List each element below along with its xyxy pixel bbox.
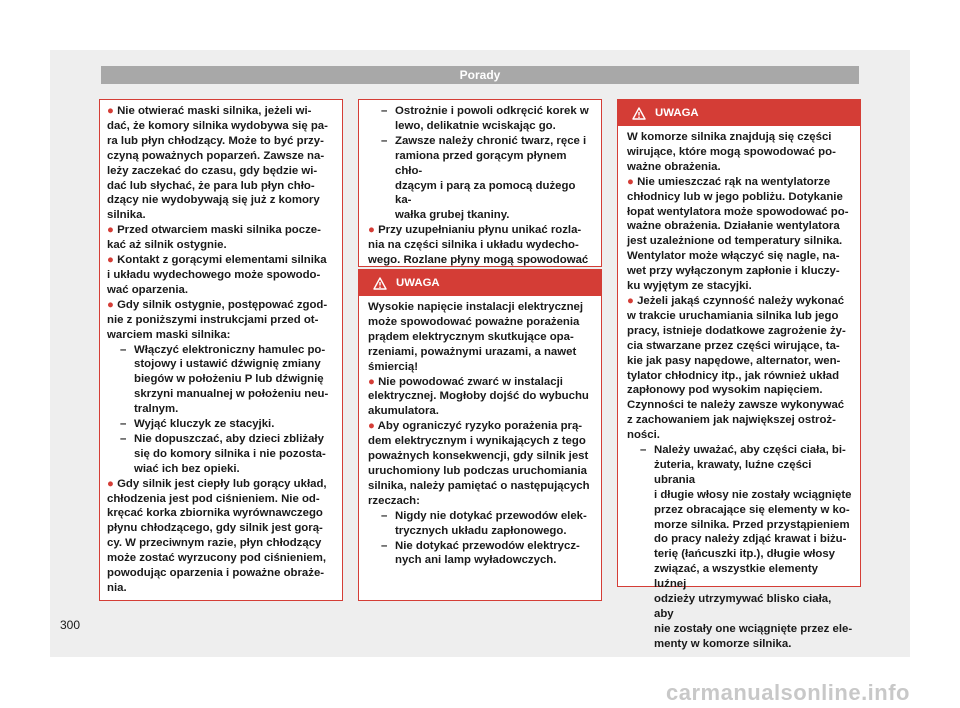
bullet-icon: ● xyxy=(107,477,114,490)
warning-intro xyxy=(627,130,853,175)
warning-label: UWAGA xyxy=(655,106,699,119)
warning-header xyxy=(359,270,601,296)
sub-item xyxy=(107,417,335,432)
intro-text: Wysokie napięcie instalacji elektrycznej może spowodować poważne porażenia prądem elektrycznym skutkujące opa- rzeniami, poważnymi urazami, a nawet śmiercią! xyxy=(368,301,584,373)
bullet-item xyxy=(107,298,335,343)
page-number: 300 xyxy=(60,618,81,632)
bullet-icon: ● xyxy=(107,254,114,267)
sub-item xyxy=(368,539,594,569)
bullet-item xyxy=(107,223,335,253)
warning-box-rotating-parts xyxy=(617,99,861,650)
page-header: Porady xyxy=(101,66,859,84)
bullet-text: Kontakt z gorącymi elementami silnika i układu wydechowego może spowodo- wać oparzenia. xyxy=(107,254,327,296)
dash-icon: – xyxy=(120,343,127,356)
sub-text: Zawsze należy chronić twarz, ręce i ramiona przed gorącym płynem chło- dzącym i parą za pomocą dużego ka- wałka grubej tkaniny. xyxy=(395,134,587,222)
watermark: carmanualsonline.info xyxy=(666,680,910,705)
sub-text: Ostrożnie i powoli odkręcić korek w lewo, delikatnie wciskając go. xyxy=(395,105,589,132)
sub-item xyxy=(368,134,594,223)
column-2-box xyxy=(358,99,602,267)
bullet-text: Gdy silnik ostygnie, postępować zgod- nie z poniższymi instrukcjami przed ot- warciem maski silnika: xyxy=(107,298,328,341)
bullet-item xyxy=(107,477,335,596)
sub-item xyxy=(107,343,335,418)
sub-item xyxy=(627,443,853,652)
dash-icon: – xyxy=(120,432,127,445)
warning-body xyxy=(618,126,860,656)
dash-icon: – xyxy=(640,444,647,457)
bullet-text: Gdy silnik jest ciepły lub gorący układ, chłodzenia jest pod ciśnieniem. Nie od- kręcać korka zbiornika wyrównawczego płynu chłodzącego, gdy silnik jest gorą- cy. W przeciwnym razie, płyn chłodzący może zostać wyrzucony pod ciśnieniem, powodując oparzenia i poważne obraże- nia. xyxy=(107,477,327,594)
dash-icon: – xyxy=(381,105,388,117)
bullet-text: Aby ograniczyć ryzyko porażenia prą- dem elektrycznym i wynikających z tego poważnych konsekwencji, gdy silnik jest uruchomiony lub podczas uruchomiania silnika, należy pamiętać o następujących rzeczach: xyxy=(368,420,590,507)
column-1-box xyxy=(99,99,343,601)
warning-header xyxy=(618,100,860,126)
dash-icon: – xyxy=(381,539,388,552)
bullet-icon: ● xyxy=(368,224,375,237)
warning-triangle-icon xyxy=(373,277,387,290)
bullet-item xyxy=(627,294,853,443)
bullet-text: Jeżeli jakąś czynność należy wykonać w trakcie uruchamiania silnika lub jego pracy, istnieje dodatkowe zagrożenie ży- cia stwarzane przez części wirujące, ta- kie jak pasy napędowe, alternator, wen- tylator chłodnicy itp., jak również układ zapłonowy pod wysokim napięciem. Czynności te należy zawsze wykonywać z zachowaniem jak największej ostroż- ności. xyxy=(627,294,846,442)
bullet-item xyxy=(368,419,594,508)
dash-icon: – xyxy=(381,134,388,147)
bullet-icon: ● xyxy=(107,105,114,117)
bullet-item xyxy=(368,375,594,420)
bullet-text: Przy uzupełnianiu płynu unikać rozla- nia na części silnika i układu wydecho- wego. Rozlane płyny mogą spowodować xyxy=(368,224,589,267)
bullet-icon: ● xyxy=(627,175,634,188)
bullet-text: Nie umieszczać rąk na wentylatorze chłodnicy lub w jego pobliżu. Dotykanie łopat wentylatora może spowodować po- ważne obrażenia. Działanie wentylatora jest uzależnione od temperatury silnika. Wentylator może włączyć się nagle, na- wet przy wyłączonym zapłonie i kluczy- ku wyjętym ze stacyjki. xyxy=(627,175,849,293)
sub-text: Nie dopuszczać, aby dzieci zbliżały się do komory silnika i nie pozosta- wiać ich bez opieki. xyxy=(134,432,326,475)
warning-intro xyxy=(368,300,594,375)
bullet-text: Przed otwarciem maski silnika pocze- kać aż silnik ostygnie. xyxy=(107,224,321,252)
dash-icon: – xyxy=(120,418,127,431)
bullet-text: Nie otwierać maski silnika, jeżeli wi- dać, że komory silnika wydobywa się pa- ra lub płyn chłodzący. Może to być przy- czyną poważnych poparzeń. Zawsze na- leży zaczekać do czasu, gdy będzie wi- dać lub słychać, że para lub płyn chło- dzący nie wydobywają się już z komory silnika. xyxy=(107,105,328,222)
bullet-icon: ● xyxy=(368,420,375,433)
warning-box-electrical xyxy=(358,269,602,601)
bullet-icon: ● xyxy=(627,294,634,307)
bullet-item xyxy=(627,175,853,294)
sub-text: Wyjąć kluczyk ze stacyjki. xyxy=(134,418,275,431)
dash-icon: – xyxy=(381,509,388,522)
sub-item xyxy=(368,104,594,134)
bullet-icon: ● xyxy=(368,375,375,388)
sub-text: Nie dotykać przewodów elektrycz- nych ani lamp wyładowczych. xyxy=(395,539,580,567)
warning-body xyxy=(359,296,601,572)
bullet-icon: ● xyxy=(107,224,114,237)
bullet-item xyxy=(107,104,335,223)
sub-text: Nigdy nie dotykać przewodów elek- trycznych układu zapłonowego. xyxy=(395,509,587,537)
bullet-icon: ● xyxy=(107,298,114,311)
bullet-text: Nie powodować zwarć w instalacji elektrycznej. Mogłoby dojść do wybuchu akumulatora. xyxy=(368,375,589,418)
warning-triangle-icon xyxy=(632,107,646,120)
sub-item xyxy=(368,509,594,539)
intro-text: W komorze silnika znajdują się części wirujące, które mogą spowodować po- ważne obrażenia. xyxy=(627,131,836,173)
warning-label: UWAGA xyxy=(396,276,440,289)
bullet-item xyxy=(107,253,335,298)
sub-text: Włączyć elektroniczny hamulec po- stojowy i ustawić dźwignię zmiany biegów w położeniu P lub dźwignię skrzyni manualnej w położeniu neu- tralnym. xyxy=(134,343,329,416)
sub-text: Należy uważać, aby części ciała, bi- żuteria, krawaty, luźne części ubrania i długie włosy nie zostały wciągnięte przez obracające się elementy w ko- morze silnika. Przed przystąpieniem do pracy należy zdjąć krawat i biżu- terię (łańcuszki itp.), długie włosy związać, a wszystkie elementy luźnej odzieży utrzymywać blisko ciała, aby nie zostały one wciągnięte przez ele- menty w komorze silnika. xyxy=(654,444,853,650)
sub-item xyxy=(107,432,335,477)
